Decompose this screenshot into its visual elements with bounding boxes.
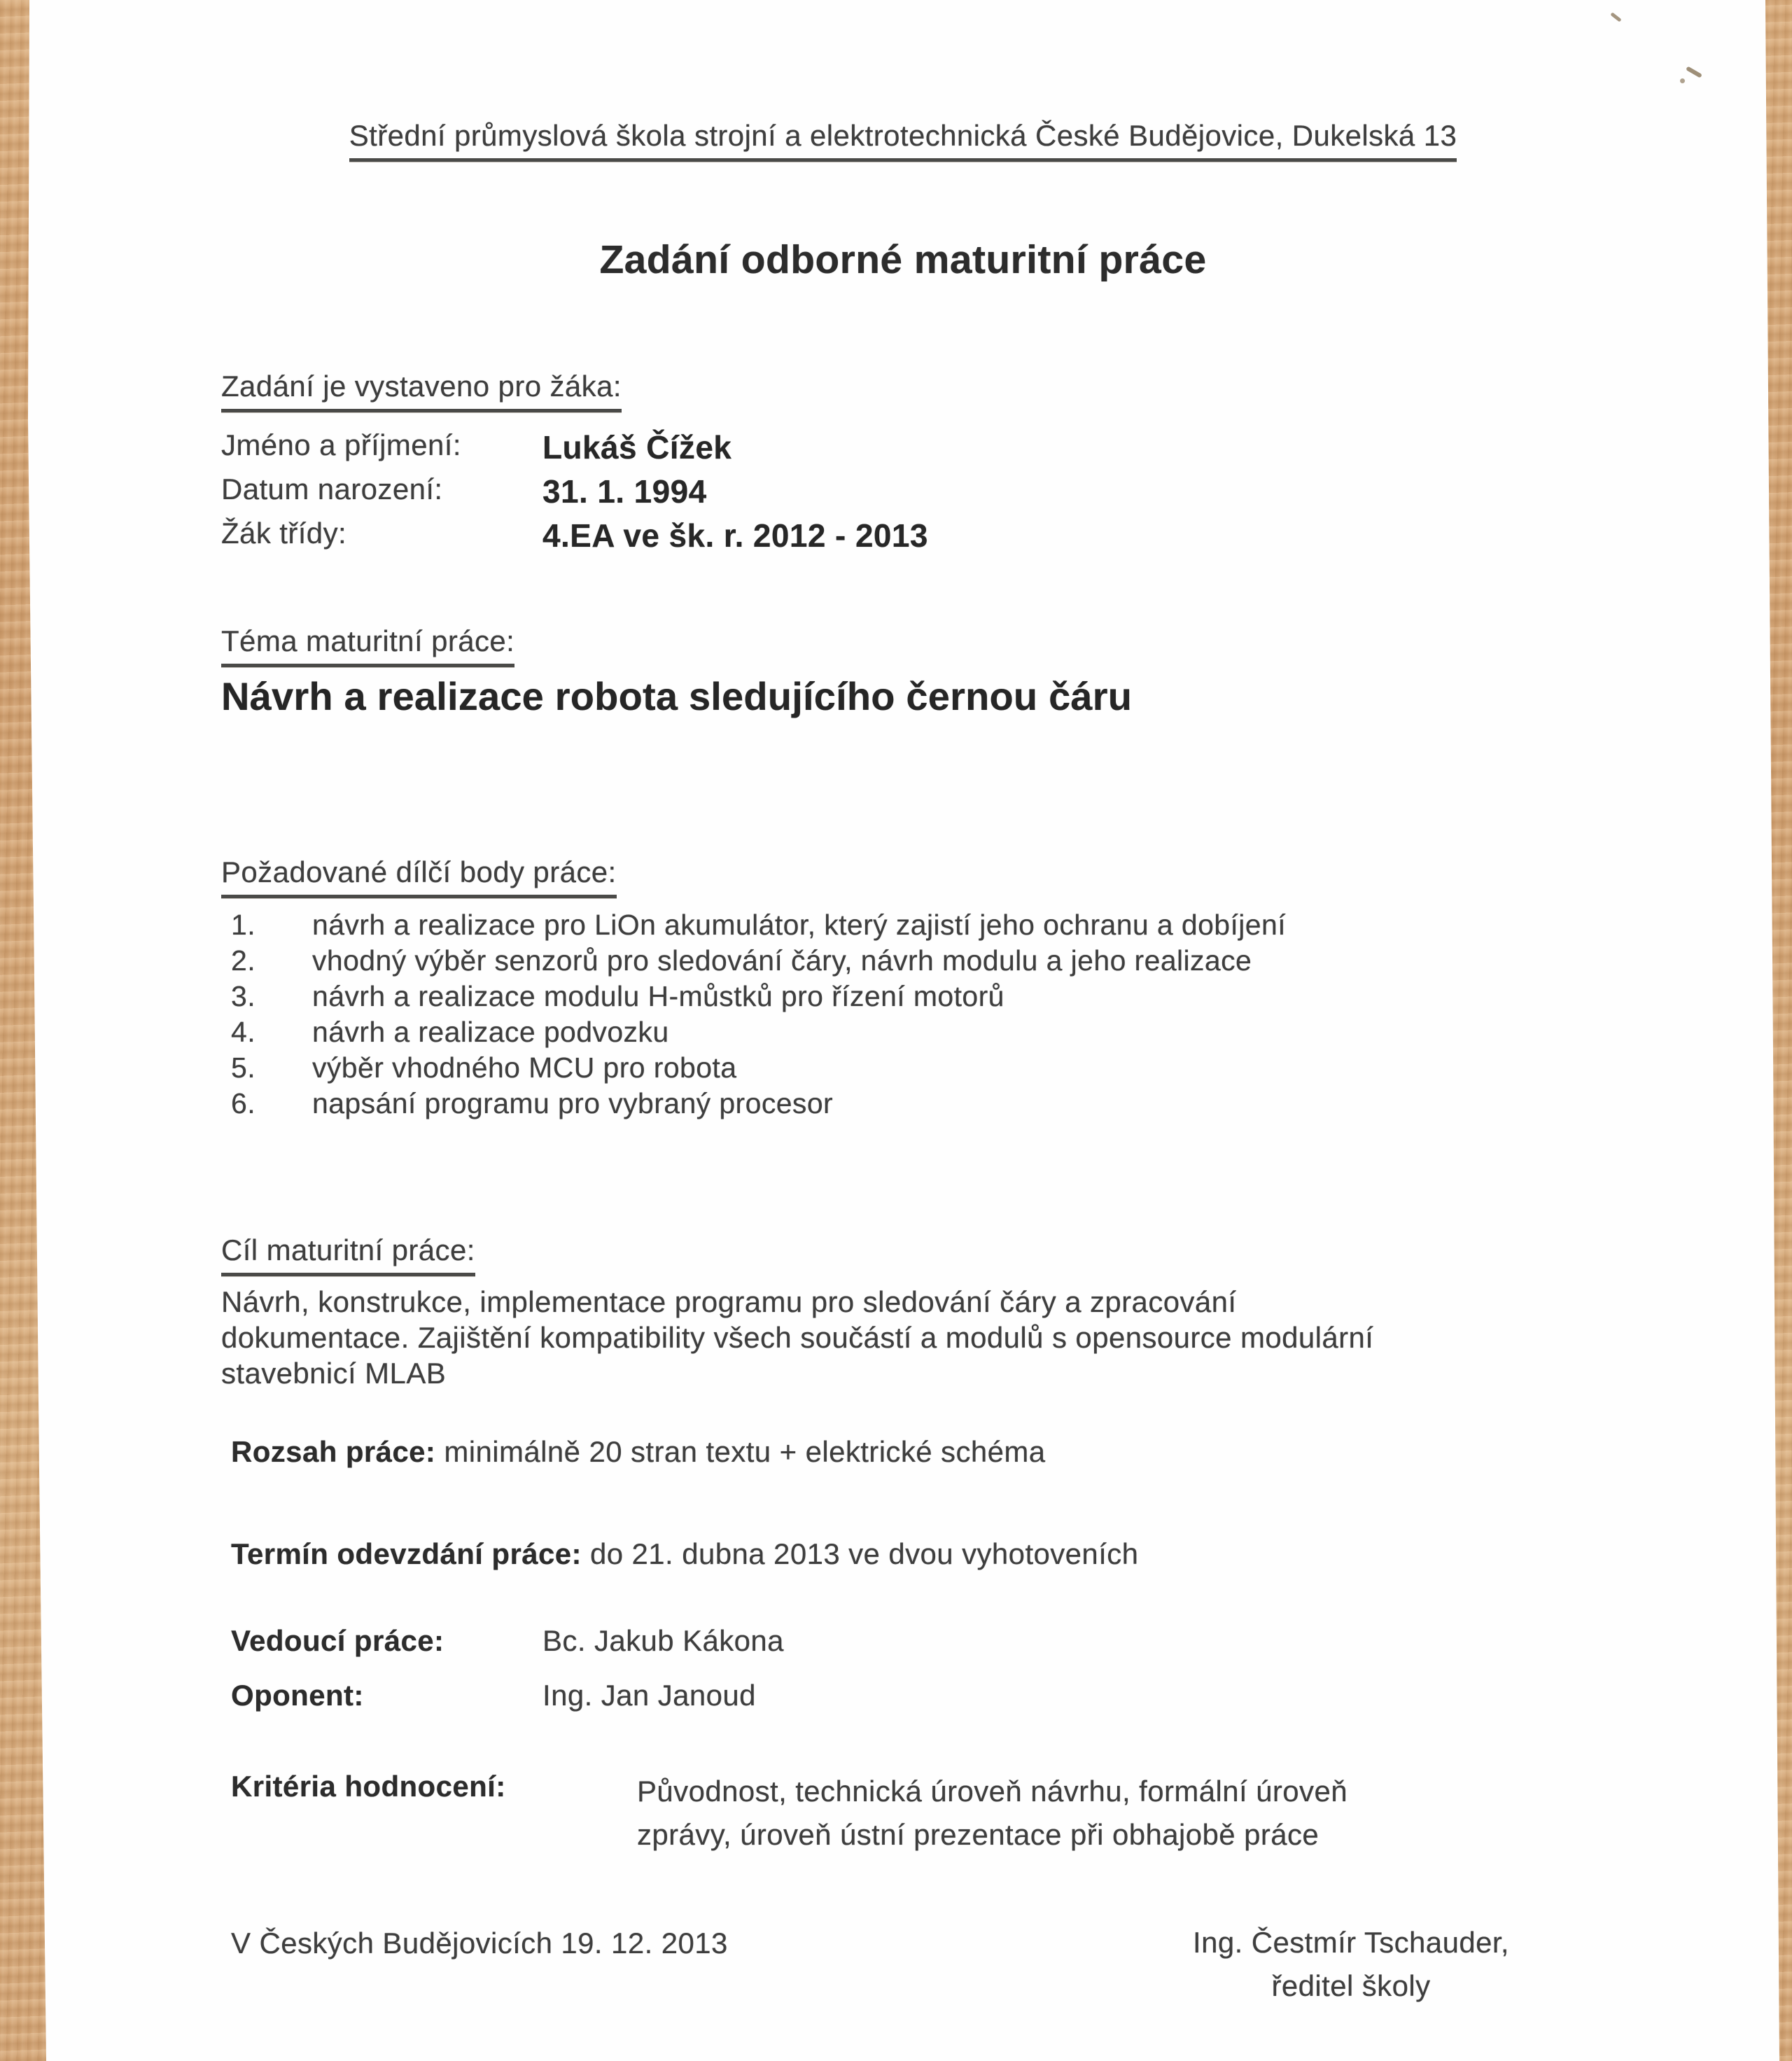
requirements-section-heading-text: Požadované dílčí body práce: xyxy=(221,855,617,898)
scope-label: Rozsah práce: xyxy=(231,1435,436,1468)
scan-speck-icon xyxy=(1680,78,1685,83)
goal-line: Návrh, konstrukce, implementace programu pro sledování čáry a zpracování xyxy=(221,1285,1237,1318)
requirement-text: návrh a realizace podvozku xyxy=(312,1016,669,1048)
signature-role: ředitel školy xyxy=(1271,1969,1431,2002)
goal-line: stavebnicí MLAB xyxy=(221,1357,447,1390)
requirement-text: návrh a realizace modulu H-můstků pro řízení motorů xyxy=(312,980,1004,1012)
criteria-block xyxy=(231,1770,1348,1857)
requirement-item xyxy=(231,1016,1286,1052)
signature-name: Ing. Čestmír Tschauder, xyxy=(1193,1926,1509,1959)
requirement-text: napsání programu pro vybraný procesor xyxy=(312,1087,834,1119)
requirement-item xyxy=(231,1087,1286,1123)
opponent-row xyxy=(231,1679,756,1712)
class-label: Žák třídy: xyxy=(221,517,347,550)
deadline-value: do 21. dubna 2013 ve dvou vyhotoveních xyxy=(589,1537,1139,1570)
requirement-number: 5. xyxy=(231,1052,255,1084)
requirement-text: vhodný výběr senzorů pro sledování čáry, návrh modulu a jeho realizace xyxy=(312,944,1252,977)
requirement-item xyxy=(231,944,1286,980)
scan-speck-icon xyxy=(1610,12,1621,22)
opponent-label: Oponent: xyxy=(231,1679,364,1712)
criteria-label: Kritéria hodnocení: xyxy=(231,1770,506,1803)
requirements-section-heading xyxy=(221,855,617,898)
criteria-line: zprávy, úroveň ústní prezentace při obhajobě práce xyxy=(637,1818,1320,1851)
topic-section-heading-text: Téma maturitní práce: xyxy=(221,624,514,667)
scan-speck-icon xyxy=(1686,66,1702,78)
supervisor-row xyxy=(231,1624,784,1658)
supervisor-label: Vedoucí práce: xyxy=(231,1624,444,1657)
deadline-label: Termín odevzdání práce: xyxy=(231,1537,582,1570)
school-header xyxy=(42,119,1764,162)
deadline-line xyxy=(231,1537,1138,1571)
place-and-date: V Českých Budějovicích 19. 12. 2013 xyxy=(231,1927,728,1959)
requirement-item xyxy=(231,1052,1286,1087)
goal-line: dokumentace. Zajištění kompatibility všech součástí a modulů s opensource modulární xyxy=(221,1321,1374,1354)
thesis-topic: Návrh a realizace robota sledujícího černou čáru xyxy=(221,674,1133,718)
requirement-number: 3. xyxy=(231,980,255,1012)
opponent-value: Ing. Jan Janoud xyxy=(542,1679,756,1712)
identity-row-class xyxy=(221,517,928,561)
supervisor-value: Bc. Jakub Kákona xyxy=(542,1624,784,1657)
requirement-number: 4. xyxy=(231,1016,255,1048)
requirements-list xyxy=(231,909,1286,1123)
requirement-number: 1. xyxy=(231,909,255,941)
student-identity-table xyxy=(221,428,928,561)
page-title: Zadání odborné maturitní práce xyxy=(599,237,1207,282)
goal-section-heading-text: Cíl maturitní práce: xyxy=(221,1234,475,1276)
school-header-text: Střední průmyslová škola strojní a elektrotechnická České Budějovice, Dukelská 13 xyxy=(349,119,1457,162)
identity-row-name xyxy=(221,428,928,473)
student-section-heading-text: Zadání je vystaveno pro žáka: xyxy=(221,370,622,412)
birthdate-label: Datum narození: xyxy=(221,473,443,505)
requirement-item xyxy=(231,980,1286,1016)
birthdate-value: 31. 1. 1994 xyxy=(542,473,707,510)
topic-section-heading xyxy=(221,624,514,667)
requirement-number: 6. xyxy=(231,1087,255,1119)
requirement-text: návrh a realizace pro LiOn akumulátor, který zajistí jeho ochranu a dobíjení xyxy=(312,909,1286,941)
name-value: Lukáš Čížek xyxy=(542,429,732,466)
goal-paragraph xyxy=(221,1284,1373,1391)
student-section-heading xyxy=(221,370,622,412)
class-value: 4.EA ve šk. r. 2012 - 2013 xyxy=(542,517,928,554)
requirement-number: 2. xyxy=(231,944,255,977)
requirement-text: výběr vhodného MCU pro robota xyxy=(312,1052,737,1084)
goal-section-heading xyxy=(221,1234,475,1276)
identity-row-birthdate xyxy=(221,473,928,517)
requirement-item xyxy=(231,909,1286,944)
criteria-line: Původnost, technická úroveň návrhu, formální úroveň xyxy=(637,1775,1348,1808)
signature-block xyxy=(1120,1921,1582,2008)
name-label: Jméno a příjmení: xyxy=(221,428,461,461)
scope-value: minimálně 20 stran textu + elektrické schéma xyxy=(444,1435,1046,1468)
scope-line xyxy=(231,1435,1046,1469)
criteria-text xyxy=(637,1770,1348,1857)
